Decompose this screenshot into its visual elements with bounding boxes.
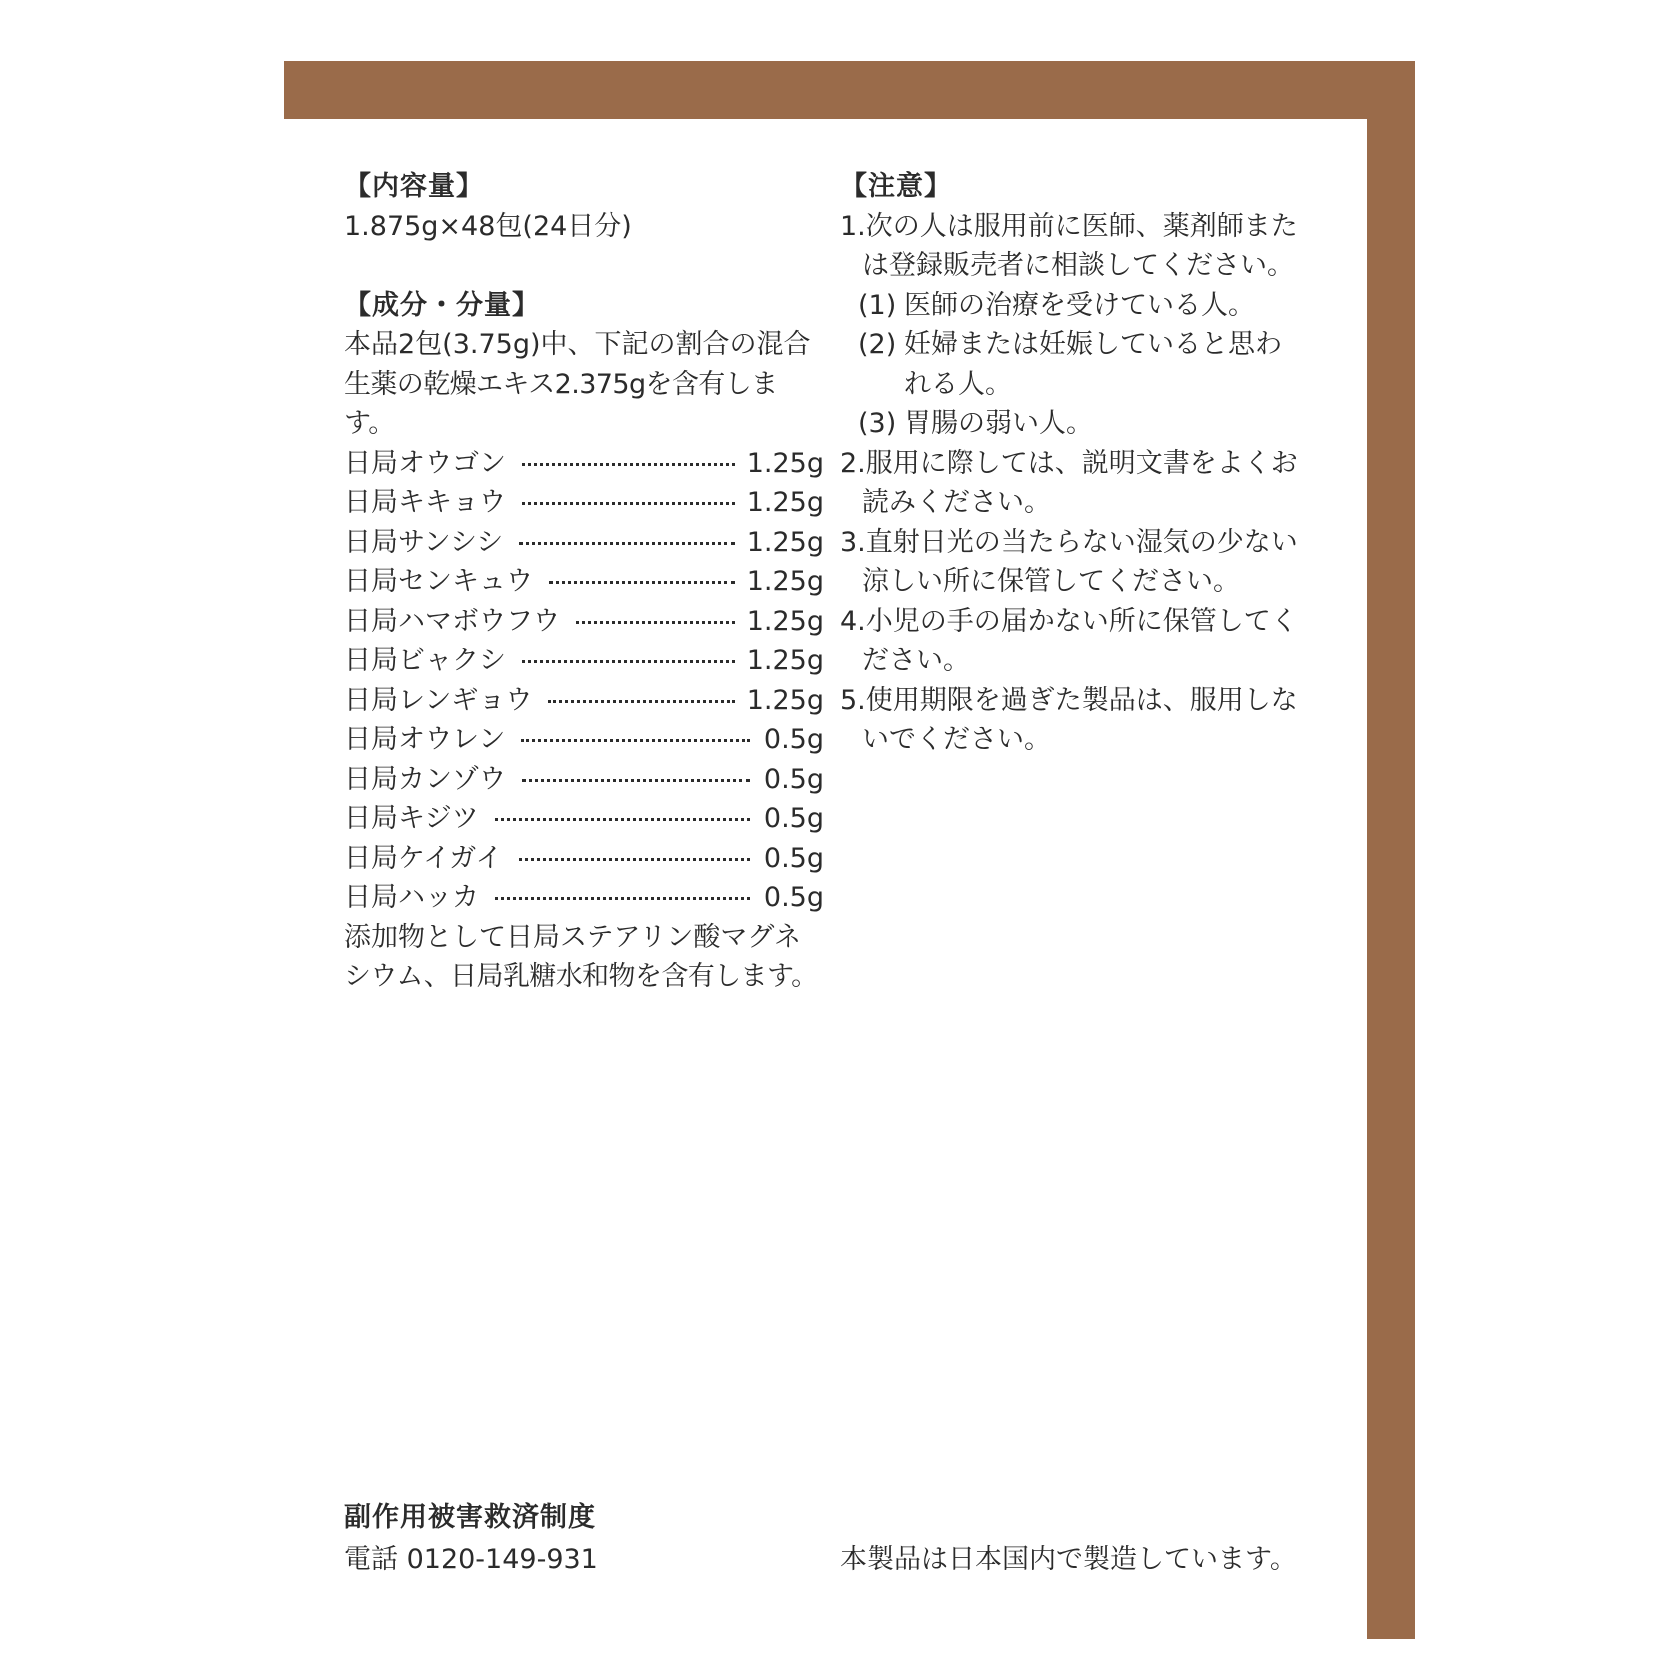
caution-subitem-continued [840, 365, 1320, 405]
caution-item [840, 444, 1320, 484]
ingredient-name: 日局キキョウ [344, 487, 506, 518]
caution-item-text: 読みください。 [862, 487, 1051, 518]
caution-item-continued [840, 562, 1320, 602]
ingredients-intro-line: 本品2包(3.75g)中、下記の割合の混合 [344, 329, 811, 360]
caution-item-text: 直射日光の当たらない湿気の少ない [865, 526, 1298, 558]
caution-subitem [840, 286, 1320, 326]
ingredients-heading: 【成分・分量】 [344, 289, 540, 321]
caution-subitem-text: 妊婦または妊娠していると思わ [904, 329, 1282, 360]
ingredient-amount: 1.25g [746, 447, 824, 479]
contents-value: 1.875g×48包(24日分) [344, 210, 632, 242]
leader-dots [519, 858, 750, 861]
ingredients-intro-line: 生薬の乾燥エキス2.375gを含有します。 [344, 368, 778, 439]
ingredient-name: 日局カンゾウ [344, 763, 506, 795]
ingredient-name: 日局オウゴン [344, 447, 506, 479]
ingredient-row [344, 562, 824, 602]
caution-item-text: ださい。 [862, 645, 970, 676]
left-column [344, 167, 824, 997]
ingredient-amount: 1.25g [746, 526, 824, 558]
caution-item-number: 4. [840, 605, 866, 637]
ingredient-name: 日局レンギョウ [344, 684, 533, 716]
caution-subitem-number: (3) [858, 408, 897, 439]
leader-dots [521, 739, 750, 742]
ingredient-amount: 1.25g [746, 684, 824, 716]
ingredient-amount: 0.5g [763, 882, 824, 913]
leader-dots [576, 621, 735, 624]
relief-system-title: 副作用被害救済制度 [344, 1502, 596, 1533]
ingredient-name: 日局キジツ [344, 803, 479, 834]
ingredient-row [344, 681, 824, 721]
caution-item-text: 服用に際しては、説明文書をよくお [865, 447, 1298, 479]
ingredient-row [344, 720, 824, 760]
ingredient-row [344, 444, 824, 484]
ingredient-amount: 0.5g [763, 724, 824, 755]
leader-dots [495, 818, 750, 821]
caution-item-text: 使用期限を過ぎた製品は、服用しな [865, 684, 1298, 716]
caution-item [840, 602, 1320, 642]
ingredient-amount: 1.25g [746, 487, 824, 518]
ingredient-row [344, 483, 824, 523]
caution-item-continued [840, 246, 1320, 286]
caution-item-continued [840, 483, 1320, 523]
ingredient-row [344, 799, 824, 839]
ingredient-name: 日局ビャクシ [344, 645, 506, 676]
ingredient-amount: 1.25g [746, 645, 824, 676]
caution-item-text: 涼しい所に保管してください。 [862, 566, 1240, 597]
ingredient-amount: 1.25g [746, 605, 824, 637]
frame-right-band [1367, 61, 1415, 1639]
caution-item-text: いでください。 [862, 724, 1051, 755]
leader-dots [522, 502, 735, 505]
leader-dots [522, 463, 735, 466]
additives-line: 添加物として日局ステアリン酸マグネ [344, 921, 802, 953]
caution-subitem [840, 325, 1320, 365]
ingredient-row [344, 602, 824, 642]
caution-heading: 【注意】 [840, 171, 952, 202]
caution-item-continued [840, 641, 1320, 681]
caution-item-continued [840, 720, 1320, 760]
caution-item-text: 次の人は服用前に医師、薬剤師また [865, 210, 1298, 242]
ingredient-row [344, 839, 824, 879]
ingredient-name: 日局ハマボウフウ [344, 605, 560, 637]
leader-dots [549, 581, 735, 584]
caution-subitem-text: 医師の治療を受けている人。 [904, 289, 1255, 321]
caution-subitem-number: (2) [858, 329, 897, 360]
caution-item-number: 5. [840, 684, 866, 716]
ingredient-name: 日局ケイガイ [344, 842, 503, 874]
leader-dots [522, 660, 735, 663]
caution-item [840, 523, 1320, 563]
caution-item [840, 681, 1320, 721]
ingredient-name: 日局センキュウ [344, 566, 533, 597]
caution-item [840, 207, 1320, 247]
spacer [344, 246, 824, 286]
additives-line: シウム、日局乳糖水和物を含有します。 [344, 961, 818, 992]
contents-heading: 【内容量】 [344, 171, 484, 202]
ingredient-amount: 0.5g [763, 763, 824, 795]
leader-dots [519, 542, 734, 545]
leader-dots [495, 897, 750, 900]
ingredient-name: 日局オウレン [344, 724, 506, 755]
relief-system-phone: 電話 0120-149-931 [344, 1544, 598, 1575]
frame-top-band [284, 61, 1415, 119]
right-column [840, 167, 1320, 760]
ingredient-amount: 0.5g [763, 803, 824, 834]
ingredient-row [344, 878, 824, 918]
ingredient-row [344, 641, 824, 681]
caution-item-number: 1. [840, 210, 866, 242]
caution-item-text: 小児の手の届かない所に保管してく [865, 605, 1298, 637]
caution-subitem-text: れる人。 [904, 368, 1012, 400]
caution-subitem [840, 404, 1320, 444]
ingredient-row [344, 523, 824, 563]
leader-dots [522, 779, 750, 782]
caution-subitem-text: 胃腸の弱い人。 [904, 408, 1093, 439]
ingredient-row [344, 760, 824, 800]
ingredient-name: 日局サンシシ [344, 526, 504, 558]
caution-item-text: は登録販売者に相談してください。 [862, 250, 1294, 281]
caution-item-number: 3. [840, 526, 866, 558]
caution-item-number: 2. [840, 447, 866, 479]
ingredient-amount: 0.5g [763, 842, 824, 874]
ingredient-name: 日局ハッカ [344, 882, 479, 913]
made-in-japan-note: 本製品は日本国内で製造しています。 [840, 1544, 1297, 1575]
leader-dots [548, 700, 734, 703]
ingredient-amount: 1.25g [746, 566, 824, 597]
caution-subitem-number: (1) [858, 289, 897, 321]
